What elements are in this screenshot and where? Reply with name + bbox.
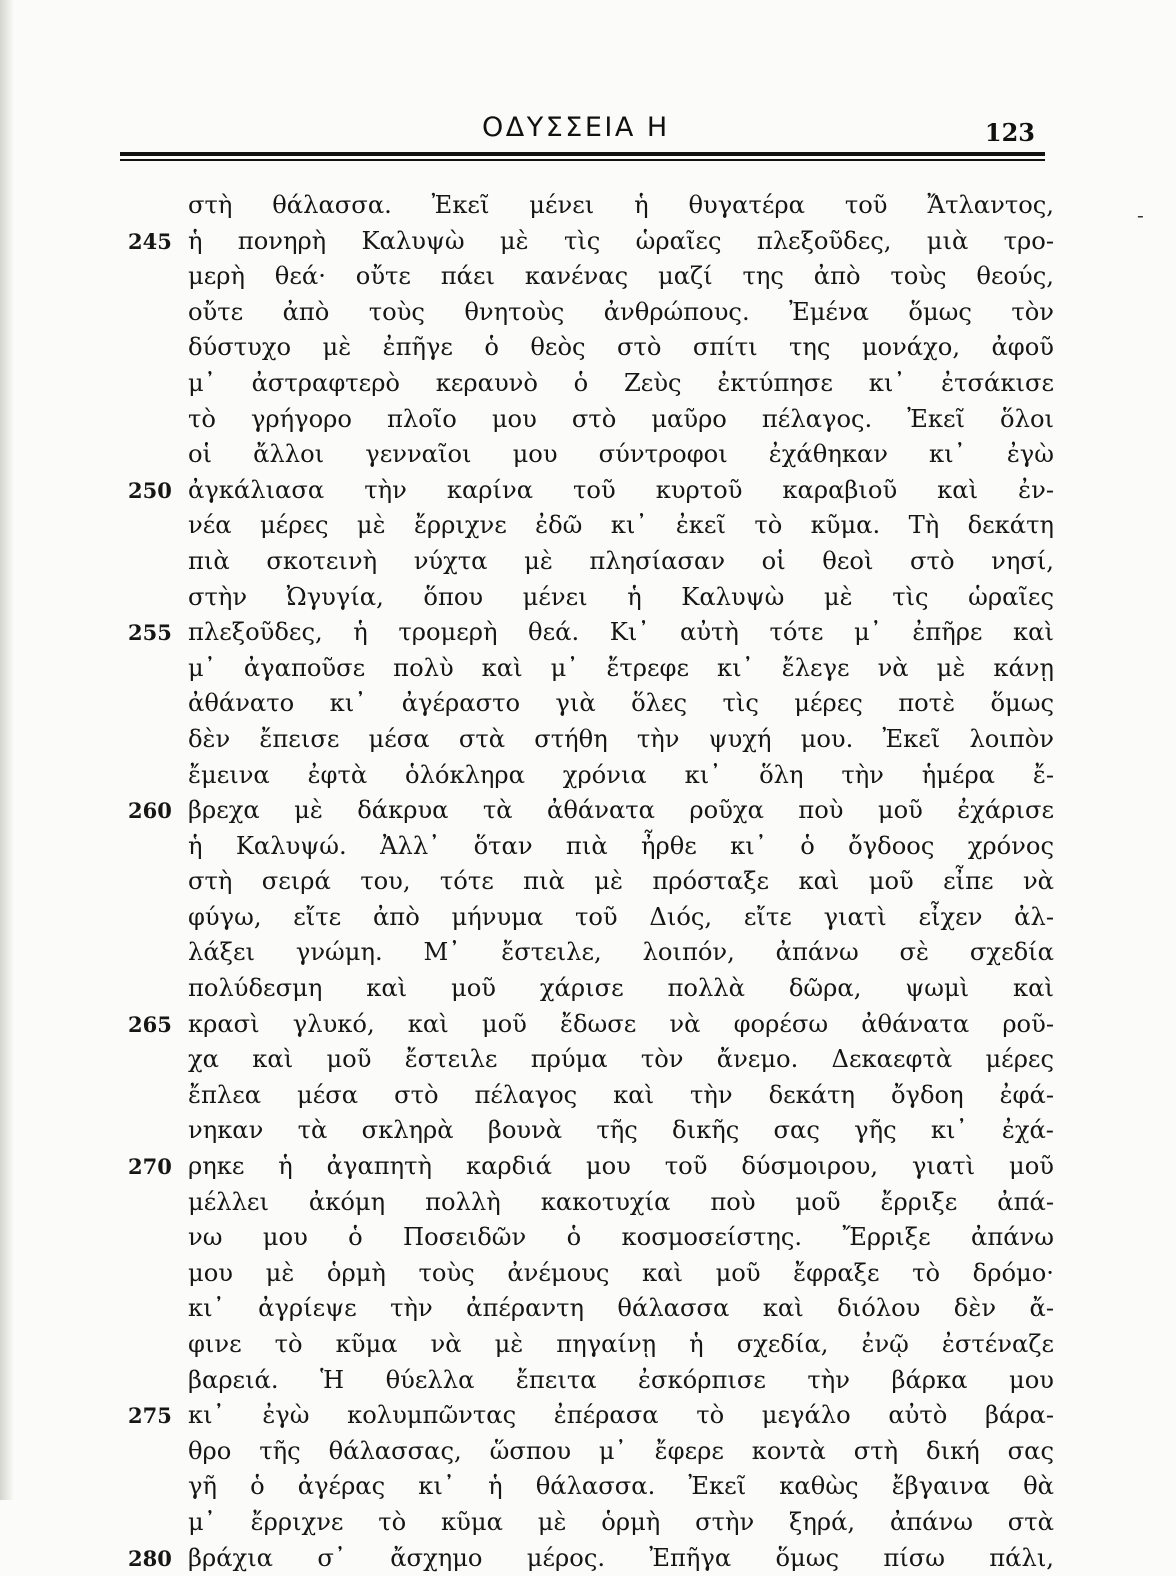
line-text: ἡ Καλυψώ. Ἀλλ᾽ ὅταν πιὰ ἦρθε κι᾽ ὁ ὄγδοος χρόνος: [188, 831, 1054, 860]
line-text: ἔπλεα μέσα στὸ πέλαγος καὶ τὴν δεκάτη ὄγδοη ἐφά-: [188, 1080, 1054, 1109]
line-text: μερὴ θεά· οὔτε πάει κανένας μαζί της ἀπὸ τοὺς θεούς,: [188, 262, 1054, 291]
text-line: [128, 1398, 1058, 1434]
line-text: οὔτε ἀπὸ τοὺς θνητοὺς ἀνθρώπους. Ἐμένα ὅμως τὸν: [188, 297, 1054, 326]
text-line: [128, 615, 1058, 651]
line-text: νέα μέρες μὲ ἔρριχνε ἐδῶ κι᾽ ἐκεῖ τὸ κῦμα. Τὴ δεκάτη: [188, 511, 1054, 540]
line-text: στὴν Ὠγυγία, ὅπου μένει ἡ Καλυψὼ μὲ τὶς ὡραῖες: [188, 582, 1054, 611]
line-text: πλεξοῦδες, ἡ τρομερὴ θεά. Κι᾽ αὐτὴ τότε μ᾽ ἐπῆρε καὶ: [188, 618, 1054, 647]
line-text: δὲν ἔπεισε μέσα στὰ στήθη τὴν ψυχή μου. Ἐκεῖ λοιπὸν: [188, 724, 1054, 753]
page-header: [120, 112, 1045, 152]
line-number: 250: [128, 477, 172, 503]
text-line: [128, 1469, 1058, 1505]
text-line: [128, 864, 1058, 900]
line-text: στὴ σειρά του, τότε πιὰ μὲ πρόσταξε καὶ μοῦ εἶπε νὰ: [188, 867, 1054, 896]
text-line: [128, 1185, 1058, 1221]
text-line: [128, 1505, 1058, 1541]
text-line: [128, 758, 1058, 794]
page-number: 123: [984, 118, 1035, 147]
line-text: βράχια σ᾽ ἄσχημο μέρος. Ἐπῆγα ὅμως πίσω πάλι,: [188, 1543, 1054, 1572]
text-line: [128, 1434, 1058, 1470]
text-line: [128, 259, 1058, 295]
text-line: [128, 473, 1058, 509]
text-line: [128, 1256, 1058, 1292]
text-line: [128, 544, 1058, 580]
line-text: τὸ γρήγορο πλοῖο μου στὸ μαῦρο πέλαγος. Ἐκεῖ ὅλοι: [188, 404, 1054, 433]
text-line: [128, 224, 1058, 260]
line-text: ἡ πονηρὴ Καλυψὼ μὲ τὶς ὡραῖες πλεξοῦδες, μιὰ τρο-: [188, 226, 1054, 255]
margin-mark: -: [1137, 203, 1144, 227]
line-text: μ᾽ ἔρριχνε τὸ κῦμα μὲ ὁρμὴ στὴν ξηρά, ἀπάνω στὰ: [188, 1507, 1054, 1536]
text-line: [128, 1327, 1058, 1363]
line-number: 265: [128, 1011, 172, 1037]
line-number: 275: [128, 1403, 172, 1429]
text-line: [128, 1541, 1058, 1576]
header-rule-thin: [120, 159, 1045, 161]
text-line: [128, 1078, 1058, 1114]
line-text: κρασὶ γλυκό, καὶ μοῦ ἔδωσε νὰ φορέσω ἀθάνατα ροῦ-: [188, 1009, 1054, 1038]
text-line: [128, 1007, 1058, 1043]
line-text: γῆ ὁ ἀγέρας κι᾽ ἡ θάλασσα. Ἐκεῖ καθὼς ἔβγαινα θὰ: [188, 1472, 1054, 1501]
text-body: [128, 188, 1058, 1576]
line-text: λάξει γνώμη. Μ᾽ ἔστειλε, λοιπόν, ἀπάνω σὲ σχεδία: [188, 938, 1054, 967]
text-line: [128, 971, 1058, 1007]
line-text: βαρειά. Ἡ θύελλα ἔπειτα ἐσκόρπισε τὴν βάρκα μου: [188, 1365, 1054, 1394]
line-text: ἀγκάλιασα τὴν καρίνα τοῦ κυρτοῦ καραβιοῦ καὶ ἐν-: [188, 475, 1054, 504]
line-text: μ᾽ ἀστραφτερὸ κεραυνὸ ὁ Ζεὺς ἐκτύπησε κι᾽ ἐτσάκισε: [188, 368, 1054, 397]
text-line: [128, 366, 1058, 402]
text-line: [128, 402, 1058, 438]
line-text: μ᾽ ἀγαποῦσε πολὺ καὶ μ᾽ ἔτρεφε κι᾽ ἔλεγε νὰ μὲ κάνῃ: [188, 653, 1054, 682]
line-text: οἱ ἄλλοι γενναῖοι μου σύντροφοι ἐχάθηκαν κι᾽ ἐγὼ: [188, 440, 1054, 469]
line-text: νω μου ὁ Ποσειδῶν ὁ κοσμοσείστης. Ἔρριξε ἀπάνω: [188, 1223, 1054, 1252]
page-edge-shadow: [0, 0, 14, 1500]
line-text: ρηκε ἡ ἀγαπητὴ καρδιά μου τοῦ δύσμοιρου, γιατὶ μοῦ: [188, 1152, 1054, 1181]
line-text: κι᾽ ἐγὼ κολυμπῶντας ἐπέρασα τὸ μεγάλο αὐτὸ βάρα-: [188, 1401, 1054, 1430]
text-line: [128, 1291, 1058, 1327]
line-text: νηκαν τὰ σκληρὰ βουνὰ τῆς δικῆς σας γῆς κι᾽ ἐχά-: [188, 1116, 1054, 1145]
text-line: [128, 1149, 1058, 1185]
line-number: 270: [128, 1154, 172, 1180]
text-line: [128, 829, 1058, 865]
line-text: βρεχα μὲ δάκρυα τὰ ἀθάνατα ροῦχα ποὺ μοῦ ἐχάρισε: [188, 796, 1054, 825]
text-line: [128, 437, 1058, 473]
text-line: [128, 295, 1058, 331]
text-line: [128, 722, 1058, 758]
text-line: [128, 1220, 1058, 1256]
text-line: [128, 900, 1058, 936]
text-line: [128, 580, 1058, 616]
text-line: [128, 1113, 1058, 1149]
line-number: 255: [128, 620, 172, 646]
text-line: [128, 188, 1058, 224]
text-line: [128, 651, 1058, 687]
line-text: χα καὶ μοῦ ἔστειλε πρύμα τὸν ἄνεμο. Δεκαεφτὰ μέρες: [188, 1045, 1054, 1074]
line-number: 245: [128, 228, 172, 254]
text-line: [128, 508, 1058, 544]
line-text: κι᾽ ἀγρίεψε τὴν ἀπέραντη θάλασσα καὶ διόλου δὲν ἄ-: [188, 1294, 1054, 1323]
line-text: μέλλει ἀκόμη πολλὴ κακοτυχία ποὺ μοῦ ἔρριξε ἀπά-: [188, 1187, 1054, 1216]
line-text: θρο τῆς θάλασσας, ὥσπου μ᾽ ἔφερε κοντὰ στὴ δική σας: [188, 1436, 1054, 1465]
line-text: δύστυχο μὲ ἐπῆγε ὁ θεὸς στὸ σπίτι της μονάχο, ἀφοῦ: [188, 333, 1054, 362]
text-line: [128, 686, 1058, 722]
line-text: πολύδεσμη καὶ μοῦ χάρισε πολλὰ δῶρα, ψωμὶ καὶ: [188, 974, 1054, 1003]
line-number: 260: [128, 798, 172, 824]
line-text: μου μὲ ὁρμὴ τοὺς ἀνέμους καὶ μοῦ ἔφραξε τὸ δρόμο·: [188, 1258, 1054, 1287]
running-title: ΟΔΥΣΣΕΙΑ Η: [482, 112, 670, 143]
text-line: [128, 935, 1058, 971]
line-text: ἔμεινα ἐφτὰ ὁλόκληρα χρόνια κι᾽ ὅλη τὴν ἡμέρα ἔ-: [188, 760, 1054, 789]
line-text: φινε τὸ κῦμα νὰ μὲ πηγαίνῃ ἡ σχεδία, ἐνῷ ἐστέναζε: [188, 1330, 1054, 1358]
line-text: φύγω, εἴτε ἀπὸ μήνυμα τοῦ Διός, εἴτε γιατὶ εἶχεν ἀλ-: [188, 902, 1054, 931]
text-line: [128, 1042, 1058, 1078]
header-rule-thick: [120, 152, 1045, 156]
text-line: [128, 330, 1058, 366]
text-line: [128, 793, 1058, 829]
line-text: στὴ θάλασσα. Ἐκεῖ μένει ἡ θυγατέρα τοῦ Ἄτλαντος,: [188, 191, 1054, 219]
line-text: πιὰ σκοτεινὴ νύχτα μὲ πλησίασαν οἱ θεοὶ στὸ νησί,: [188, 546, 1054, 575]
line-number: 280: [128, 1545, 172, 1571]
text-line: [128, 1363, 1058, 1399]
line-text: ἀθάνατο κι᾽ ἀγέραστο γιὰ ὅλες τὶς μέρες ποτὲ ὅμως: [188, 689, 1054, 718]
